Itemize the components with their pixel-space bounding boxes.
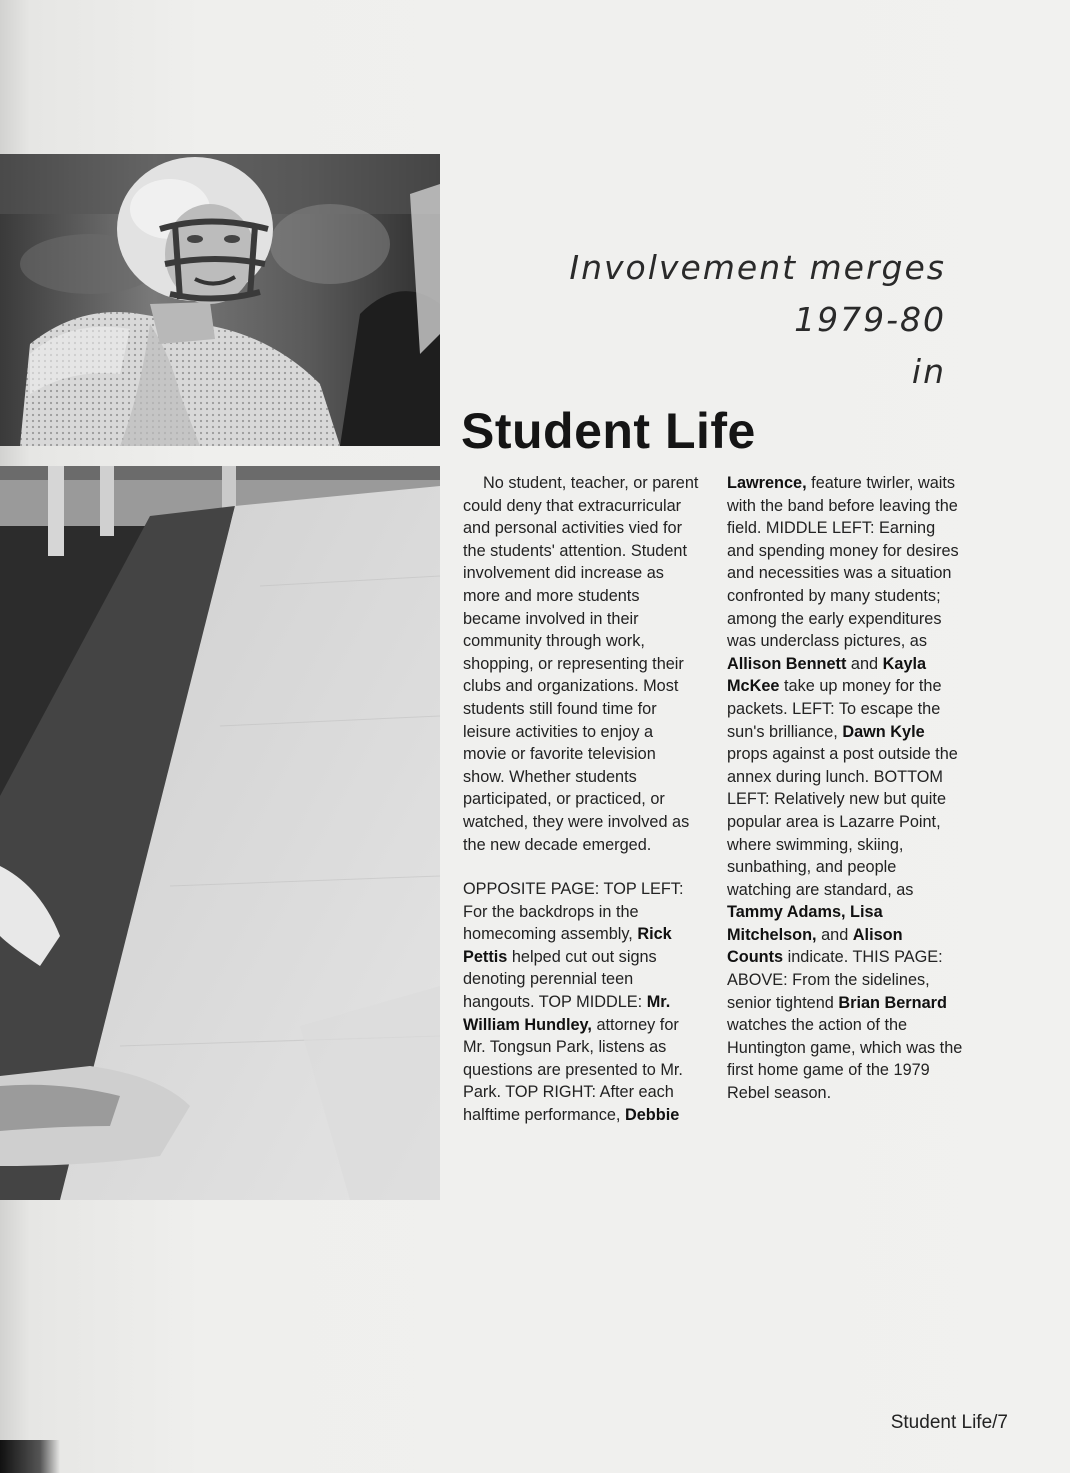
text-run: and (846, 654, 883, 673)
text-run: watches the action of the Huntington game, which was the first home game of the 1979 Rebel season. (727, 1016, 963, 1103)
bold-name: Kayla McKee (727, 654, 927, 696)
text-run: helped cut out signs denoting perennial teen hangouts. TOP MIDDLE: (463, 947, 657, 1012)
body-column-right (727, 472, 963, 1105)
text-run: take up money for the packets. LEFT: To escape the sun's brilliance, (727, 677, 942, 741)
text-run: No student, teacher, or parent could deny that extracurricular and personal activities vied for the students' attention. Student involvement did increase as more and more students became involved in their community through work, shopping, or representing their clubs and organizations. Most students still found time for leisure activities to enjoy a movie or favorite television show. Whether students participated, or practiced, or watched, they were involved as the new decade emerged. (463, 474, 699, 854)
text-run: attorney for Mr. Tongsun Park, listens as questions are presented to Mr. Park. TOP RIGHT: After each halftime performance, (463, 1015, 683, 1125)
bold-name: Mr. William Hundley, (463, 993, 671, 1034)
body-column-left (463, 472, 699, 1127)
bold-name: Tammy Adams, Lisa Mitchelson, (727, 903, 883, 944)
sidewalk-image (0, 466, 440, 1200)
bold-name: Allison Bennett (727, 654, 847, 673)
body-paragraph (727, 472, 963, 1105)
text-run: feature twirler, waits with the band before leaving the field. MIDDLE LEFT: Earning and spending money for desires and necessities was a situation confronted by many students; among the early expenditures was underclass pictures, as (727, 474, 959, 651)
text-run: OPPOSITE PAGE: TOP LEFT: For the backdrops in the homecoming assembly, (463, 880, 684, 944)
photo-sidewalk-annex (0, 466, 440, 1200)
headline-line-3: in (911, 352, 946, 391)
bold-name: Dawn Kyle (842, 722, 925, 741)
body-paragraph (463, 472, 699, 856)
headline-line-1: Involvement merges (569, 248, 946, 287)
text-run: and (816, 925, 853, 944)
binding-shadow (0, 1440, 60, 1473)
photo-football-player (0, 154, 440, 446)
body-paragraph (463, 878, 699, 1127)
page-folio: Student Life/7 (890, 1412, 1008, 1433)
bold-name: Debbie (624, 1106, 680, 1125)
bold-name: Lawrence, (727, 474, 807, 492)
bold-name: Rick Pettis (463, 925, 672, 966)
bold-name: Alison Counts (727, 925, 903, 967)
bold-name: Brian Bernard (838, 993, 947, 1012)
football-player-image (0, 154, 440, 446)
text-run: props against a post outside the annex during lunch. BOTTOM LEFT: Relatively new but quite popular area is Lazarre Point, where swimming, skiing, sunbathing, and people watching are standard, as (727, 745, 958, 899)
text-run: indicate. THIS PAGE: ABOVE: From the sidelines, senior tightend (727, 948, 943, 1012)
page-title: Student Life (461, 403, 756, 459)
headline-line-2: 1979-80 (794, 300, 946, 339)
